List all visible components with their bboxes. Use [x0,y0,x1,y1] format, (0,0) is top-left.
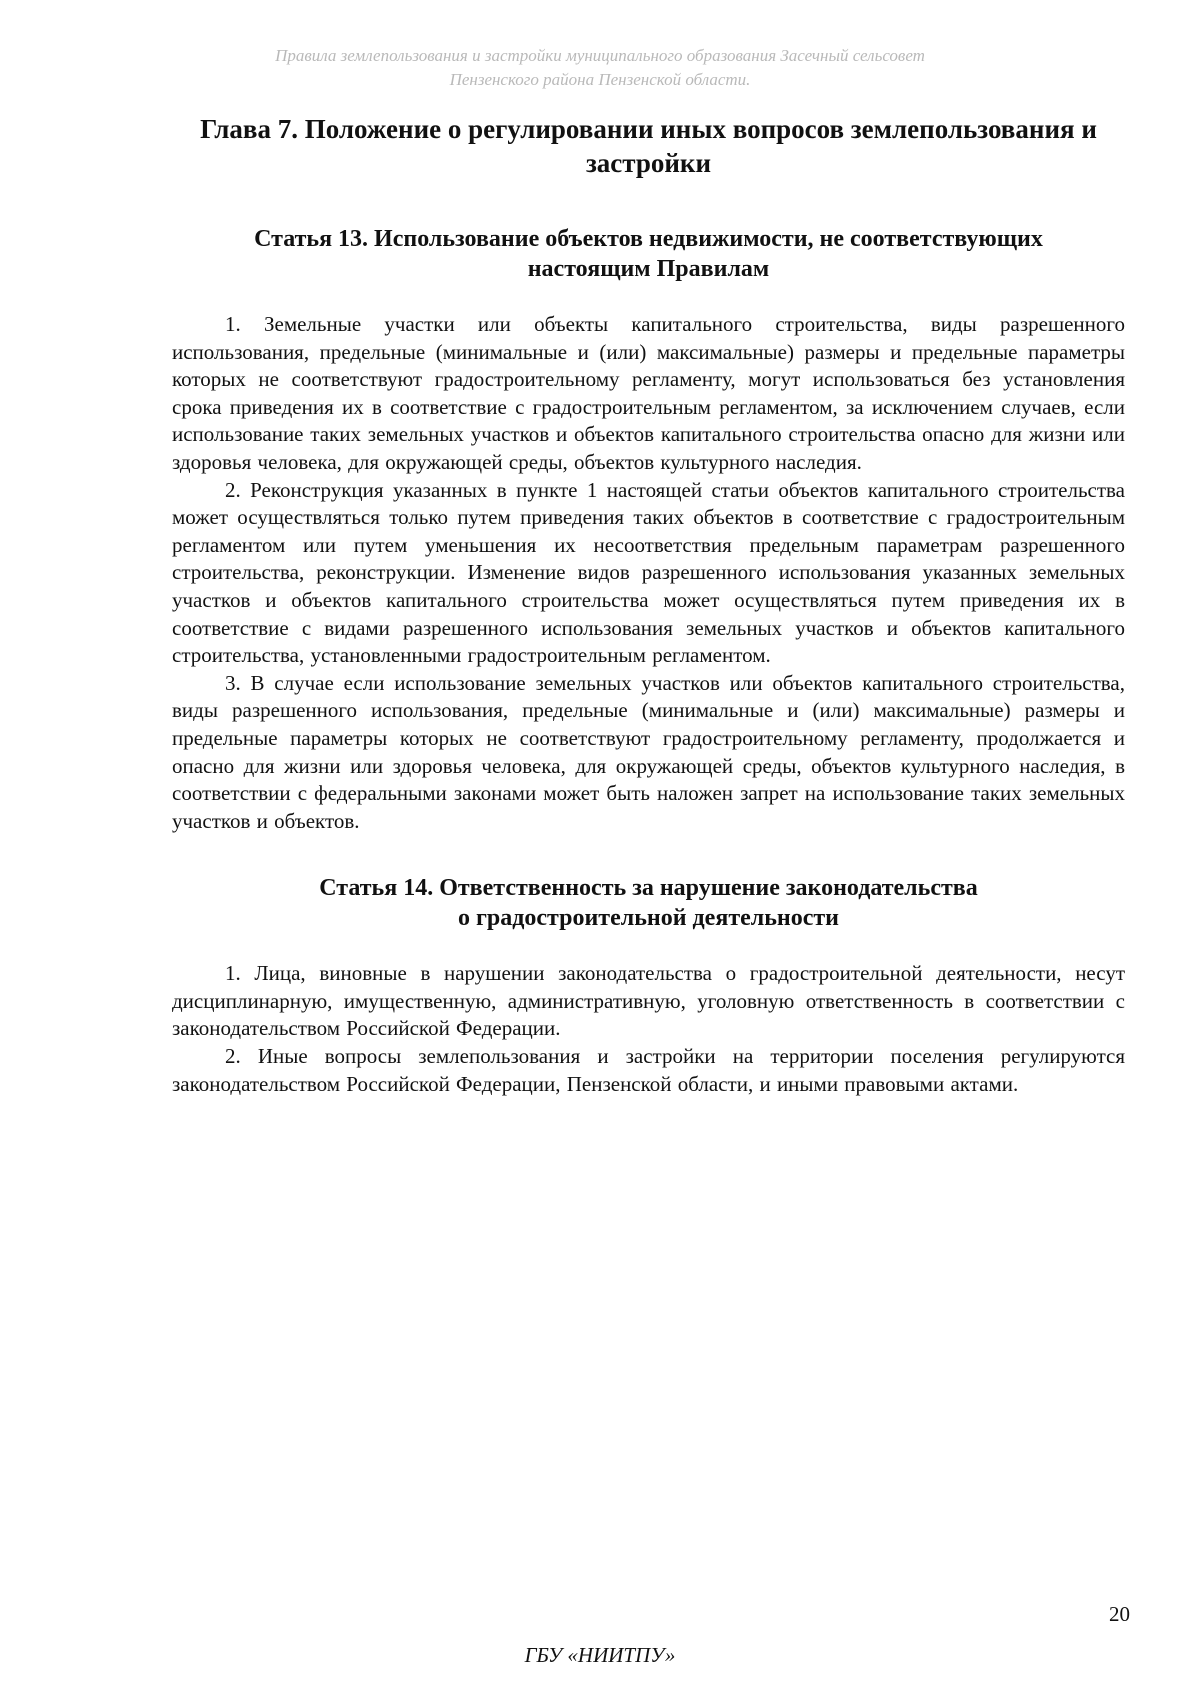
article-13 [172,224,1125,835]
document-body [172,112,1125,1098]
article-14-paragraph-2: 2. Иные вопросы землепользования и застройки на территории поселения регулируются законодательством Российской Федерации, Пензенской области, и иными правовыми актами. [172,1044,1125,1096]
article-13-title-line-2: настоящим Правилам [527,256,770,282]
article-14-title-line-1: Статья 14. Ответственность за нарушение законодательства [319,875,978,902]
article-13-title-line-1: Статья 13. Использование объектов недвижимости, не соответствующих [254,226,1043,252]
article-14-paragraph-1: 1. Лица, виновные в нарушении законодательства о градостроительной деятельности, несут дисциплинарную, имущественную, административную, уголовную ответственность в соответствии с законодательством Российской Федерации. [172,961,1125,1041]
article-13-paragraph-2: 2. Реконструкция указанных в пункте 1 настоящей статьи объектов капитального строительства может осуществляться только путем приведения таких объектов в соответствие с градостроительным регламентом или путем уменьшения их несоответствия предельным параметрам разрешенного строительства, реконструкции. Изменение видов разрешенного использования указанных земельных участков и объектов капитального строительства может осуществляться путем приведения их в соответствие с видами разрешенного использования земельных участков и объектов капитального строительства, установленными градостроительным регламентом. [172,477,1125,668]
page-footer: ГБУ «НИИТПУ» [524,1643,676,1667]
running-header [150,44,1050,92]
chapter-title: Глава 7. Положение о регулировании иных вопросов землепользования и застройки [200,114,1097,178]
running-header-line-1: Правила землепользования и застройки муниципального образования Засечный сельсовет [275,46,925,65]
article-14-title-line-2: о градостроительной деятельности [457,905,840,932]
article-14-paragraphs [172,960,1125,1098]
page-number: 20 [1109,1602,1130,1626]
article-14 [172,873,1125,1098]
article-14-title [172,873,1125,933]
running-header-line-2: Пензенского района Пензенской области. [449,70,751,89]
article-13-paragraph-1: 1. Земельные участки или объекты капитального строительства, виды разрешенного использования, предельные (минимальные и (или) максимальные) размеры и предельные параметры которых не соответствуют градостроительному регламенту, могут использоваться без установления срока приведения их в соответствие с градостроительным регламентом, за исключением случаев, если использование таких земельных участков и объектов капитального строительства опасно для жизни или здоровья человека, для окружающей среды, объектов культурного наследия. [172,312,1125,474]
article-13-title [172,224,1125,284]
article-13-paragraph-3: 3. В случае если использование земельных участков или объектов капитального строительства, виды разрешенного использования, предельные (минимальные и (или) максимальные) размеры и предельные параметры которых не соответствуют градостроительному регламенту, продолжается и опасно для жизни или здоровья человека, для окружающей среды, объектов культурного наследия, в соответствии с федеральными законами может быть наложен запрет на использование таких земельных участков и объектов. [172,670,1125,833]
article-13-paragraphs [172,311,1125,835]
